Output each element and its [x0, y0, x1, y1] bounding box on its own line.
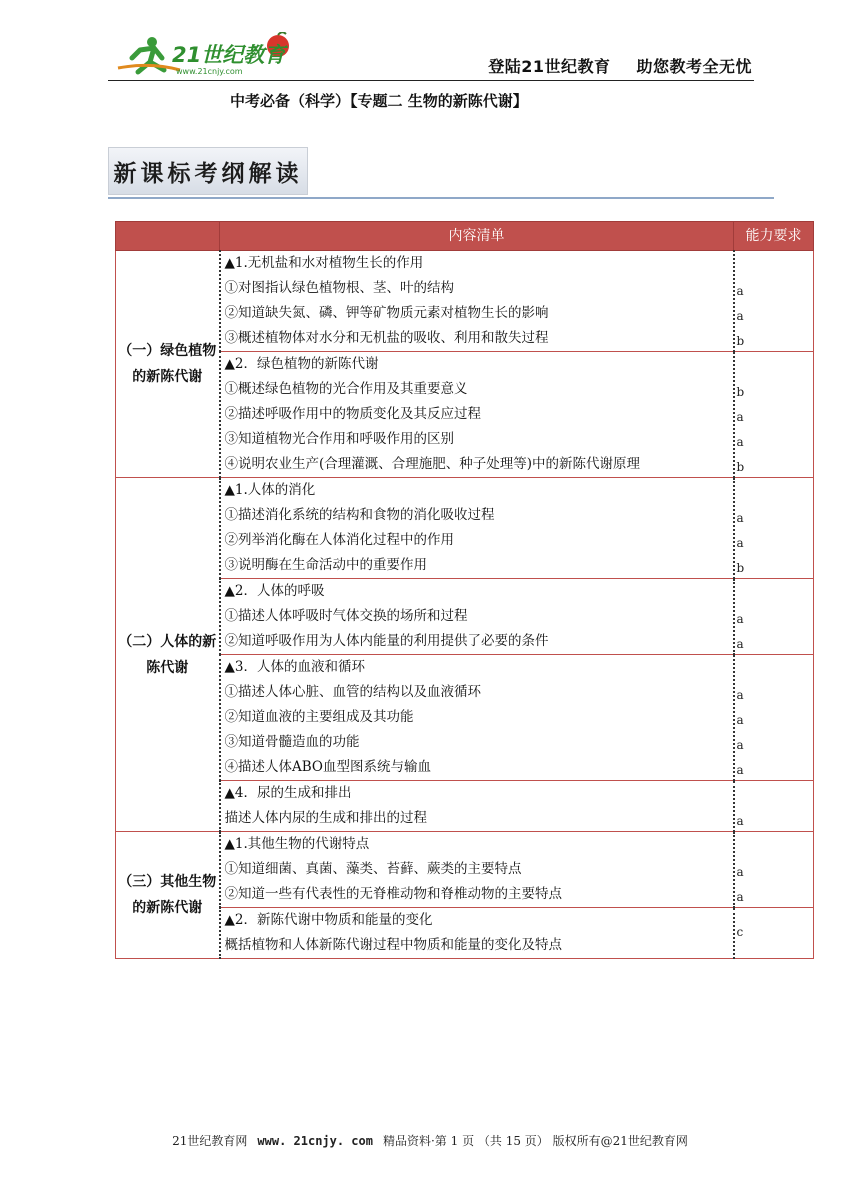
- content-line: ③说明酶在生命活动中的重要作用: [224, 557, 427, 573]
- svg-text:www.21cnjy.com: www.21cnjy.com: [176, 67, 243, 76]
- content-line: ▲2．绿色植物的新陈代谢: [224, 356, 379, 372]
- banner-text: 新课标考纲解读: [113, 160, 303, 187]
- content-group: [220, 781, 734, 832]
- content-line: ④说明农业生产(合理灌溉、合理施肥、种子处理等)中的新陈代谢原理: [224, 456, 641, 472]
- content-line: ②描述呼吸作用中的物质变化及其反应过程: [224, 406, 481, 422]
- syllabus-table: [115, 221, 814, 959]
- ability-value: b: [736, 385, 745, 399]
- header-ability: 能力要求: [734, 222, 814, 251]
- footer-page-info: 精品资料·第 1 页 （共 15 页） 版权所有@21世纪教育网: [382, 1134, 688, 1148]
- ability-value: a: [736, 309, 744, 323]
- table-row: [116, 478, 814, 579]
- ability-value: b: [736, 561, 745, 575]
- content-line: ▲2．人体的呼吸: [224, 583, 325, 599]
- ability-value: a: [736, 435, 744, 449]
- slogan-help: 助您教考全无忧: [636, 57, 752, 76]
- table-row: [116, 781, 814, 832]
- header-slogan: [462, 54, 752, 77]
- ability-value: [735, 781, 814, 806]
- footer-site: 21世纪教育网: [172, 1134, 248, 1148]
- category-cell: （二）人体的新陈代谢: [116, 478, 220, 832]
- table-row: [116, 832, 814, 908]
- content-line: ▲1.无机盐和水对植物生长的作用: [224, 255, 424, 271]
- content-line: ▲1.其他生物的代谢特点: [224, 836, 370, 852]
- content-line: ▲3．人体的血液和循环: [224, 659, 365, 675]
- svg-text:21世纪教育: 21世纪教育: [172, 43, 286, 67]
- page-footer: [0, 1132, 860, 1149]
- banner-divider: [108, 197, 774, 199]
- ability-group: [734, 251, 814, 352]
- content-group: [220, 478, 734, 579]
- ability-group: [734, 655, 814, 781]
- content-group: [220, 832, 734, 908]
- content-group: [220, 655, 734, 781]
- content-line: ▲4．尿的生成和排出: [224, 785, 352, 801]
- content-line: ②知道缺失氮、磷、钾等矿物质元素对植物生长的影响: [224, 305, 549, 321]
- ability-group: [734, 781, 814, 832]
- table-row: [116, 251, 814, 352]
- table-row: [116, 908, 814, 959]
- section-banner: [108, 147, 308, 195]
- ability-group: [734, 832, 814, 908]
- content-group: [220, 579, 734, 655]
- ability-value: a: [736, 890, 744, 904]
- ability-group: [734, 352, 814, 478]
- ability-value: a: [736, 814, 744, 828]
- content-group: [220, 251, 734, 352]
- content-group: [220, 352, 734, 478]
- content-line: ④描述人体ABO血型图系统与输血: [224, 759, 431, 775]
- content-line: 描述人体内尿的生成和排出的过程: [224, 810, 427, 826]
- ability-group: [734, 478, 814, 579]
- category-cell: （三）其他生物的新陈代谢: [116, 832, 220, 959]
- ability-value: b: [736, 334, 745, 348]
- ability-value: [735, 478, 814, 503]
- ability-value: b: [736, 460, 745, 474]
- ability-value: [735, 832, 814, 857]
- content-line: ▲2．新陈代谢中物质和能量的变化: [224, 912, 433, 928]
- ability-value: [735, 251, 814, 276]
- content-line: ①知道细菌、真菌、藻类、苔藓、蕨类的主要特点: [224, 861, 522, 877]
- site-logo: [110, 32, 310, 78]
- table-row: [116, 352, 814, 478]
- runner-icon: [118, 37, 180, 72]
- header-category: [116, 222, 220, 251]
- ability-value: a: [736, 536, 744, 550]
- content-line: ①描述消化系统的结构和食物的消化吸收过程: [224, 507, 495, 523]
- content-line: ①描述人体心脏、血管的结构以及血液循环: [224, 684, 481, 700]
- content-line: 概括植物和人体新陈代谢过程中物质和能量的变化及特点: [224, 937, 562, 953]
- ability-value: [735, 352, 814, 377]
- table-row: [116, 579, 814, 655]
- slogan-login: 登陆21世纪教育: [488, 57, 611, 76]
- ability-value: a: [736, 865, 744, 879]
- ability-value: a: [736, 713, 744, 727]
- ability-value: a: [736, 688, 744, 702]
- content-line: ③知道植物光合作用和呼吸作用的区别: [224, 431, 454, 447]
- document-title: 中考必备（科学）【专题二 生物的新陈代谢】: [230, 92, 528, 110]
- content-line: ②列举消化酶在人体消化过程中的作用: [224, 532, 454, 548]
- content-line: ②知道呼吸作用为人体内能量的利用提供了必要的条件: [224, 633, 549, 649]
- content-line: ①概述绿色植物的光合作用及其重要意义: [224, 381, 468, 397]
- ability-value: a: [736, 612, 744, 626]
- ability-value: a: [736, 637, 744, 651]
- category-cell: （一）绿色植物的新陈代谢: [116, 251, 220, 478]
- page-header: [108, 28, 754, 81]
- content-line: ①对图指认绿色植物根、茎、叶的结构: [224, 280, 454, 296]
- ability-value: c: [736, 925, 744, 939]
- ability-value: a: [736, 511, 744, 525]
- content-line: ③概述植物体对水分和无机盐的吸收、利用和散失过程: [224, 330, 549, 346]
- content-line: ①描述人体呼吸时气体交换的场所和过程: [224, 608, 468, 624]
- ability-value: [735, 655, 814, 680]
- ability-value: a: [736, 763, 744, 777]
- ability-value: a: [736, 410, 744, 424]
- table-header-row: [116, 222, 814, 251]
- ability-value: a: [736, 738, 744, 752]
- footer-url[interactable]: www. 21cnjy. com: [257, 1134, 373, 1148]
- content-line: ▲1.人体的消化: [224, 482, 316, 498]
- content-line: ②知道一些有代表性的无脊椎动物和脊椎动物的主要特点: [224, 886, 562, 902]
- ability-value: [735, 579, 814, 604]
- table-row: [116, 655, 814, 781]
- header-content: 内容清单: [220, 222, 734, 251]
- content-line: ②知道血液的主要组成及其功能: [224, 709, 414, 725]
- content-group: [220, 908, 734, 959]
- ability-value: a: [736, 284, 744, 298]
- ability-group: [734, 908, 814, 959]
- ability-group: [734, 579, 814, 655]
- content-line: ③知道骨髓造血的功能: [224, 734, 360, 750]
